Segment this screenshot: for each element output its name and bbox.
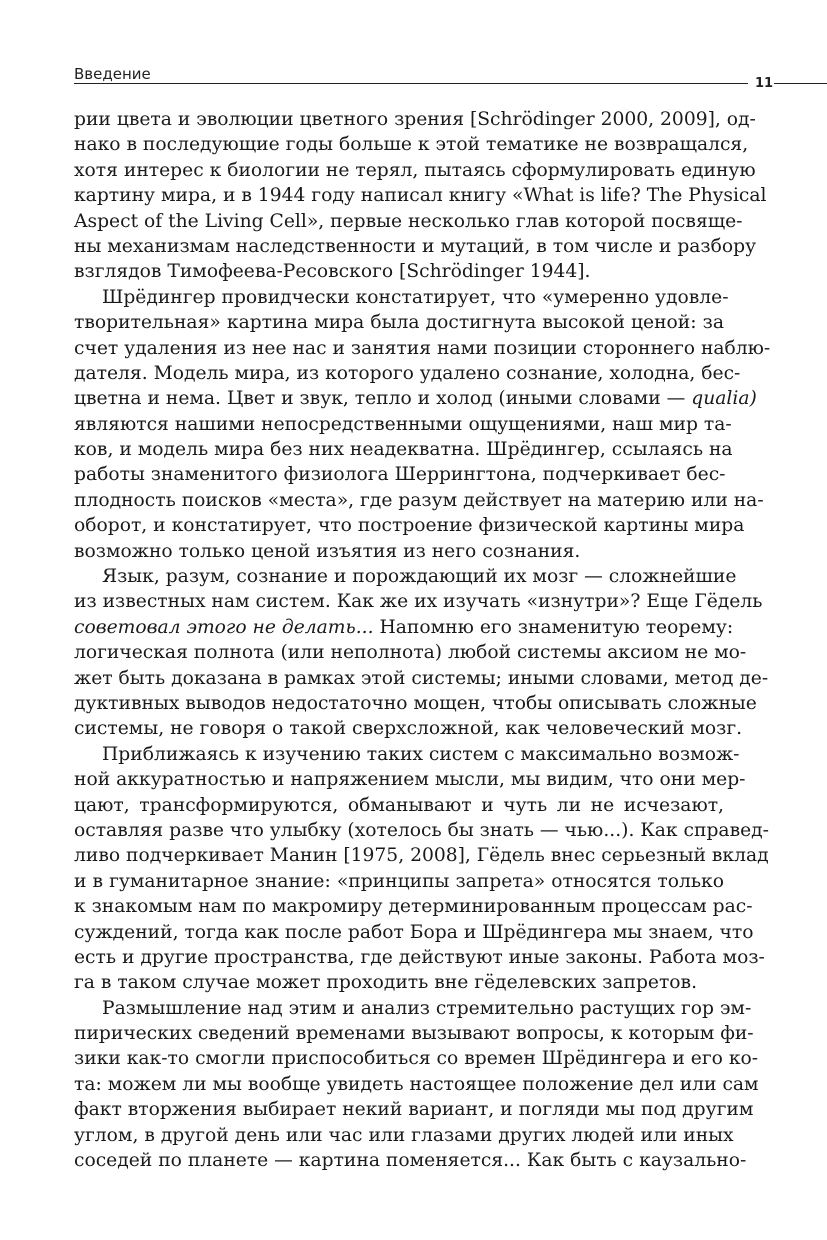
paragraph (74, 107, 767, 285)
text-line: плодность поисков «места», где разум действует на материю или на- (74, 489, 764, 511)
text-line: рии цвета и эволюции цветного зрения [Schrödinger 2000, 2009], од- (74, 109, 756, 130)
text-line: цают, трансформируются, обманывают и чуть ли не исчезают, (74, 794, 724, 816)
text-line: суждений, тогда как после работ Бора и Шрёдингера мы знаем, что (74, 921, 754, 943)
text-line: ков, и модель мира без них неадекватна. Шрёдингер, ссылаясь на (74, 439, 733, 461)
text-line: Приближаясь к изучению таких систем с максимально возмож- (102, 743, 740, 765)
italic-phrase: советовал этого не делать... (74, 616, 374, 638)
text-line: Язык, разум, сознание и порождающий их мозг — сложнейшие (102, 566, 737, 588)
page-header (74, 62, 827, 92)
paragraph (74, 996, 759, 1174)
text-line: являются нашими непосредственными ощущениями, наш мир та- (74, 413, 732, 435)
body-text (74, 107, 771, 1173)
header-rule (74, 83, 748, 84)
text-line: соседей по планете — картина поменяется... Как быть с каузально- (74, 1150, 747, 1172)
text-line: есть и другие пространства, где действуют иные законы. Работа моз- (74, 946, 765, 968)
text-line: работы знаменитого физиолога Шеррингтона, подчеркивает бес- (74, 464, 726, 486)
paragraph (74, 564, 769, 742)
text-line: зики как-то смогли приспособиться со времен Шрёдингера и его ко- (74, 1048, 759, 1070)
text-line: творительная» картина мира была достигнута высокой ценой: за (74, 312, 724, 334)
text-line: дателя. Модель мира, из которого удалено сознание, холодна, бес- (74, 362, 741, 384)
text-line: взглядов Тимофеева-Ресовского [Schrödinger 1944]. (74, 261, 591, 283)
text-line: оставляя разве что улыбку (хотелось бы знать — чью...). Как справед- (74, 819, 769, 841)
text-line: нако в последующие годы больше к этой тематике не возвращался, (74, 134, 749, 156)
text-line: ны механизмам наследственности и мутаций, в том числе и разбору (74, 235, 757, 257)
text-line: факт вторжения выбирает некий вариант, и погляди мы под другим (74, 1099, 754, 1121)
text-line: пирических сведений временами вызывают вопросы, к которым фи- (74, 1023, 754, 1045)
text-line: счет удаления из нее нас и занятия нами позиции стороннего наблю- (74, 337, 771, 359)
text-line: оборот, и констатирует, что построение физической картины мира (74, 515, 745, 537)
text-line: к знакомым нам по макромиру детерминированным процессам рас- (74, 896, 753, 918)
page-number: 11 (755, 76, 774, 91)
text-line: дуктивных выводов недостаточно мощен, чтобы описывать сложные (74, 692, 757, 714)
running-head-section: Введение (74, 65, 151, 83)
text-line: углом, в другой день или час или глазами других людей или иных (74, 1124, 734, 1146)
paragraph (74, 285, 771, 564)
italic-term: qualia) (691, 388, 757, 410)
paragraph (74, 742, 769, 996)
text-segment: Напомню его знаменитую теорему: (373, 616, 734, 638)
text-line: та: можем ли мы вообще увидеть настоящее положение дел или сам (74, 1073, 759, 1095)
text-line: Шрёдингер провидчески констатирует, что «умеренно удовле- (102, 286, 729, 308)
text-line: и в гуманитарное знание: «принципы запрета» относятся только (74, 870, 724, 892)
text-line: жет быть доказана в рамках этой системы; иными словами, метод де- (74, 667, 769, 689)
text-line: ной аккуратностью и напряжением мысли, мы видим, что они мер- (74, 769, 746, 791)
header-rule-right (774, 83, 827, 84)
text-line: из известных нам систем. Как же их изучать «изнутри»? Еще Гёдель (74, 591, 763, 613)
text-line: ливо подчеркивает Манин [1975, 2008], Гёдель внес серьезный вклад (74, 845, 769, 867)
text-line-with-italic (74, 615, 734, 640)
text-line: возможно только ценой изъятия из него сознания. (74, 540, 581, 562)
text-line: га в таком случае может проходить вне гёделевских запретов. (74, 972, 698, 994)
text-segment: цветна и нема. Цвет и звук, тепло и холод (иными словами — (74, 388, 692, 410)
text-line: Aspect of the Living Cell», первые несколько глав которой посвяще- (74, 210, 743, 232)
text-line: логическая полнота (или неполнота) любой системы аксиом не мо- (74, 642, 747, 664)
text-line-with-italic (74, 386, 757, 411)
text-line: хотя интерес к биологии не терял, пытаясь сформулировать единую (74, 159, 756, 181)
text-line: системы, не говоря о такой сверхсложной, как человеческий мозг. (74, 718, 743, 740)
text-line: картину мира, и в 1944 году написал книгу «What is life? The Physical (74, 185, 767, 207)
text-line: Размышление над этим и анализ стремительно растущих гор эм- (102, 997, 752, 1019)
